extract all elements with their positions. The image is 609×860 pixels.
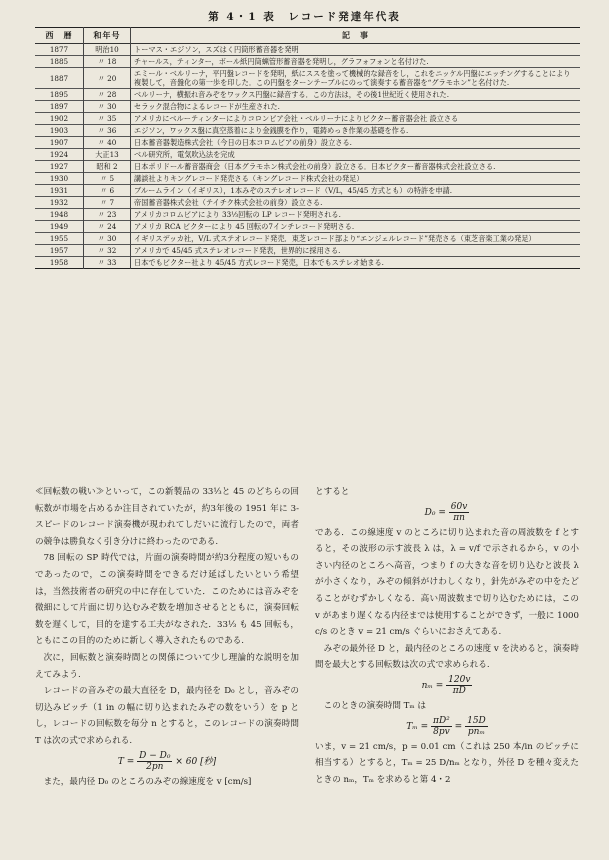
cell-year: 1932 [35, 197, 84, 209]
cell-era: 昭和 2 [84, 161, 131, 173]
cell-year: 1927 [35, 161, 84, 173]
table-row [35, 209, 580, 221]
history-table [35, 27, 580, 269]
table-row [35, 149, 580, 161]
left-paragraph-4: レコードの音みぞの最大直径を D，最内径を D₀ とし，音みぞの切込みピッチ（1 in の幅に切り込まれたみぞの数をいう）を p とし，レコードの回転数を毎分 n とすると，このレコードの演奏時間 T は次の式で求められる. [35, 686, 299, 746]
table-row [35, 197, 580, 209]
right-paragraph-0: とすると [315, 487, 350, 497]
cell-desc: アメリカで 45/45 式ステレオレコード発表，世界的に採用さる. [134, 246, 341, 255]
cell-desc: エジソン，ワックス盤に真空蒸着により金銭膜を作り，電鋳めっき作業の基礎を作る. [134, 126, 409, 135]
left-paragraph-5: また，最内径 D₀ のところのみぞの線速度を v [cm/s] [43, 776, 252, 787]
cell-era: 〃 32 [84, 245, 131, 257]
cell-desc: チャールス，ティンター，ボール紙円筒蝋管形蓄音器を発明し，グラフォフォンと名付けた. [134, 57, 429, 66]
cell-year: 1887 [35, 68, 84, 89]
left-paragraph-3: 次に，回転数と演奏時間との関係について少し理論的な説明を加えてみよう. [35, 652, 299, 680]
cell-year: 1877 [35, 44, 84, 56]
left-column [35, 484, 299, 790]
right-paragraph-4: いま，v = 21 cm/s，p = 0.01 cm（これは 250 本/in のピッチに相当する）とすると，Tₘ = 25 D/nₘ となり，外径 D を種々変えたときの nₘ，Tₘ を求めると第 4・2 [315, 741, 579, 785]
table-row [35, 68, 580, 89]
cell-era: 〃 30 [84, 101, 131, 113]
cell-year: 1902 [35, 113, 84, 125]
table-row [35, 173, 580, 185]
cell-era: 〃 20 [84, 68, 131, 89]
cell-year: 1895 [35, 89, 84, 101]
cell-era: 〃 28 [84, 89, 131, 101]
formula-inner-diameter: D₀ = $\frac{60v}{\pi n}$ [424, 501, 468, 523]
cell-desc: アメリカコロムビアにより 33⅓回転の LP レコード発明される. [134, 210, 341, 219]
right-paragraph-2: みぞの最外径 D と，最内径のところの速度 v を決めると，演奏時間を最大とする回転数は次の式で求められる. [315, 643, 579, 671]
cell-desc: ベルリーナ，横振れ音みぞをワックス円盤に録音する．この方法は，その後1世紀近く使用された. [134, 90, 449, 99]
cell-era: 明治10 [84, 44, 131, 56]
table-row [35, 56, 580, 68]
table-row [35, 185, 580, 197]
formula-play-time: T = $\frac{\text{D − D₀}}{2pn}$ × 60 [秒] [117, 750, 217, 772]
cell-year: 1949 [35, 221, 84, 233]
cell-desc: 帝国蓄音器株式会社（テイチク株式会社の前身）設立さる. [134, 198, 323, 207]
cell-year: 1897 [35, 101, 84, 113]
cell-era: 〃 30 [84, 233, 131, 245]
cell-era: 〃 35 [84, 113, 131, 125]
table-row [35, 245, 580, 257]
table-row [35, 137, 580, 149]
cell-era: 〃 40 [84, 137, 131, 149]
cell-desc: エミール・ベルリーナ，平円盤レコードを発明，紙にススを塗って機械的な録音をし，これをニッケル円盤にエッチングすることにより複製して，音盤化の第一歩を印した．この円盤をターンテーブルにのって演奏する蓄音器を“グラモホン”と名付けた. [134, 69, 571, 87]
cell-desc: イギリスデッカ社，V/L 式ステオレコード発売．東芝レコード部より“エンジェルレコード”発売さる（東芝音楽工業の発足） [134, 234, 536, 243]
right-paragraph-3: このときの演奏時間 Tₘ は [323, 700, 426, 711]
table-row [35, 257, 580, 269]
cell-year: 1930 [35, 173, 84, 185]
formula-max-time: Tₘ = $\frac{\text{πD²}}{8pv}$ = $\frac{15D}{\text{pnₘ}}$ [406, 715, 486, 737]
left-paragraph-1: ≪回転数の戦い≫といって，この新製品の 33⅓と 45 のどちらの回転数が市場を占めるか注目されていたが，約3年後の 1951 年に 3-スピードのレコード演奏機が現われてしだいに流行したので，両者の競争は勝負なく引き分けに終わったのである. [35, 487, 299, 547]
cell-era: 〃 7 [84, 197, 131, 209]
cell-desc: セラック混合物によるレコードが生産された. [134, 102, 280, 111]
header-era: 和年号 [84, 28, 131, 44]
table-row [35, 161, 580, 173]
cell-desc: 日本でもビクター社より 45/45 方式レコード発売，日本でもステレオ始まる. [134, 258, 384, 267]
cell-year: 1907 [35, 137, 84, 149]
cell-desc: アメリカ RCA ビクターにより 45 回転の7インチレコード発明さる. [134, 222, 355, 231]
table-body [35, 44, 580, 269]
cell-era: 〃 18 [84, 56, 131, 68]
cell-desc: 講談社よりキングレコード発売さる（キングレコード株式会社の発足） [134, 174, 364, 183]
cell-era: 〃 36 [84, 125, 131, 137]
formula-rotation: nₘ = $\frac{120v}{\pi D}$ [421, 674, 471, 696]
cell-year: 1958 [35, 257, 84, 269]
cell-year: 1931 [35, 185, 84, 197]
cell-era: 〃 24 [84, 221, 131, 233]
table-row [35, 221, 580, 233]
cell-year: 1885 [35, 56, 84, 68]
table-row [35, 113, 580, 125]
cell-desc: アメリカにベルーティンターによりコロンビア会社・ベルリーナによりビクター蓄音器会社 設立さる [134, 114, 459, 123]
table-row [35, 101, 580, 113]
table-row [35, 233, 580, 245]
cell-year: 1924 [35, 149, 84, 161]
cell-desc: ブルームライン（イギリス），1本みぞのステレオレコード（V/L，45/45 方式とも）の特許を申請. [134, 186, 453, 195]
right-column [315, 484, 579, 788]
left-paragraph-2: 78 回転の SP 時代では，片面の演奏時間が約3分程度の短いものであったので，この演奏時間をできるだけ延ばしたいという希望は，当然技術者の研究の中に存在していた．このためには音みぞを微細にして片面に切り込むみぞ数を増加させるとともに，演奏回転数を遅くして，目的を達する工夫がなされた．33⅓ も 45 回転も，ともにこの目的のために新しく導入されたものである. [35, 553, 299, 647]
cell-desc: ベル研究所，電気吹込法を完成 [134, 150, 235, 159]
cell-desc: 日本ポリドール蓄音器商会（日本グラモホン株式会社の前身）設立さる．日本ビクター蓄音器株式会社設立さる. [134, 162, 496, 171]
cell-era: 大正13 [84, 149, 131, 161]
cell-era: 〃 23 [84, 209, 131, 221]
header-year: 西 暦 [35, 28, 84, 44]
right-paragraph-1: である．この線速度 v のところに切り込まれた音の周波数を f とすると，その波形の示す波長 λ は，λ = v/f で示されるから，v の小さい内径のところへ高音，つまり f の大きな音を切り込むと波長 λ が小さくなり，みぞの傾斜がけわしくなり，針先がみぞの中をたどることがむずかしくなる．高い周波数まで切り込むためには，この v があまり遅くなる内径までは使用することができず，一般に 1000 c/s のとき v = 21 cm/s ぐらいにおさえてある. [315, 527, 579, 638]
cell-desc: 日本蓄音器製造株式会社（今日の日本コロムビアの前身）設立さる. [134, 138, 352, 147]
cell-era: 〃 5 [84, 173, 131, 185]
table-title: 第 4・1 表 レコード発達年代表 [208, 11, 401, 23]
table-row [35, 44, 580, 56]
cell-era: 〃 33 [84, 257, 131, 269]
cell-year: 1903 [35, 125, 84, 137]
cell-year: 1948 [35, 209, 84, 221]
cell-year: 1955 [35, 233, 84, 245]
cell-desc: トーマス・エジソン，スズはく円筒形蓄音器を発明 [134, 45, 299, 54]
header-desc: 記 事 [342, 30, 369, 40]
cell-year: 1957 [35, 245, 84, 257]
cell-era: 〃 6 [84, 185, 131, 197]
table-row [35, 125, 580, 137]
table-header-row [35, 28, 580, 44]
table-row [35, 89, 580, 101]
